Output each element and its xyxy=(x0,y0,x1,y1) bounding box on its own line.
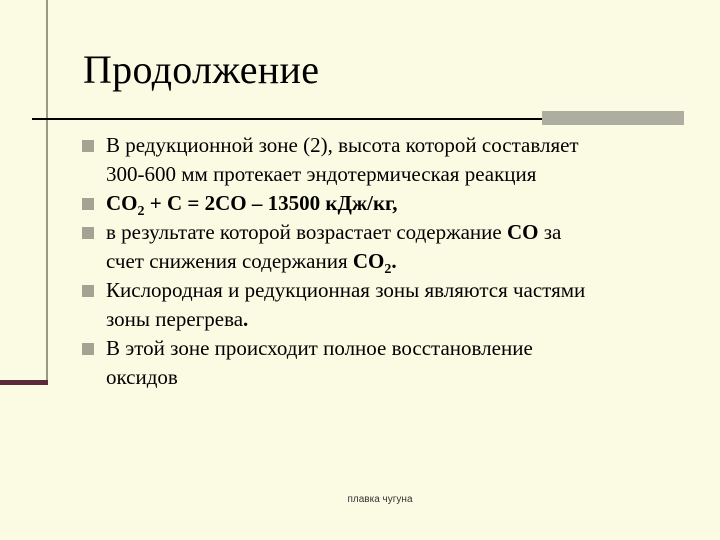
bullet-text: В этой зоне происходит полное восстановление xyxy=(106,336,533,360)
bullet-item-3 xyxy=(82,218,682,276)
bullet-end-dot: . xyxy=(391,249,397,273)
bullet-text: зоны перегрева xyxy=(106,307,244,331)
bullet-text: счет снижения содержания xyxy=(106,249,353,273)
bullet-text: оксидов xyxy=(106,365,178,389)
bullet-item-4 xyxy=(82,276,682,334)
bullet-end-dot: . xyxy=(243,307,249,331)
slide-footer: плавка чугуна xyxy=(347,494,413,505)
formula-rest: + C = 2CO – 13500 кДж/кг, xyxy=(144,191,398,215)
square-bullet-icon xyxy=(82,140,94,152)
square-bullet-icon xyxy=(82,227,94,239)
square-bullet-icon xyxy=(82,198,94,210)
square-bullet-icon xyxy=(82,343,94,355)
title-accent-block xyxy=(542,111,684,125)
square-bullet-icon xyxy=(82,285,94,297)
bullet-text: за xyxy=(538,220,562,244)
bullet-text: Кислородная и редукционная зоны являются частями xyxy=(106,278,586,302)
bold-co: CO xyxy=(506,220,539,244)
formula-co: CO xyxy=(106,191,138,215)
bullet-item-1 xyxy=(82,131,682,189)
left-vertical-rule xyxy=(46,0,48,384)
co2-subscript: 2 xyxy=(384,262,392,277)
bullet-text: В редукционной зоне (2), высота которой составляет xyxy=(106,133,579,157)
bullet-list xyxy=(82,131,682,392)
left-accent-bar xyxy=(0,380,48,385)
bullet-text: в результате которой возрастает содержание xyxy=(106,220,507,244)
bold-co2: CO xyxy=(352,249,385,273)
bullet-text: 300-600 мм протекает эндотермическая реакция xyxy=(106,162,537,186)
bullet-item-2 xyxy=(82,189,682,218)
formula-subscript: 2 xyxy=(137,204,145,219)
slide-title: Продолжение xyxy=(83,47,320,92)
bullet-item-5 xyxy=(82,334,682,392)
